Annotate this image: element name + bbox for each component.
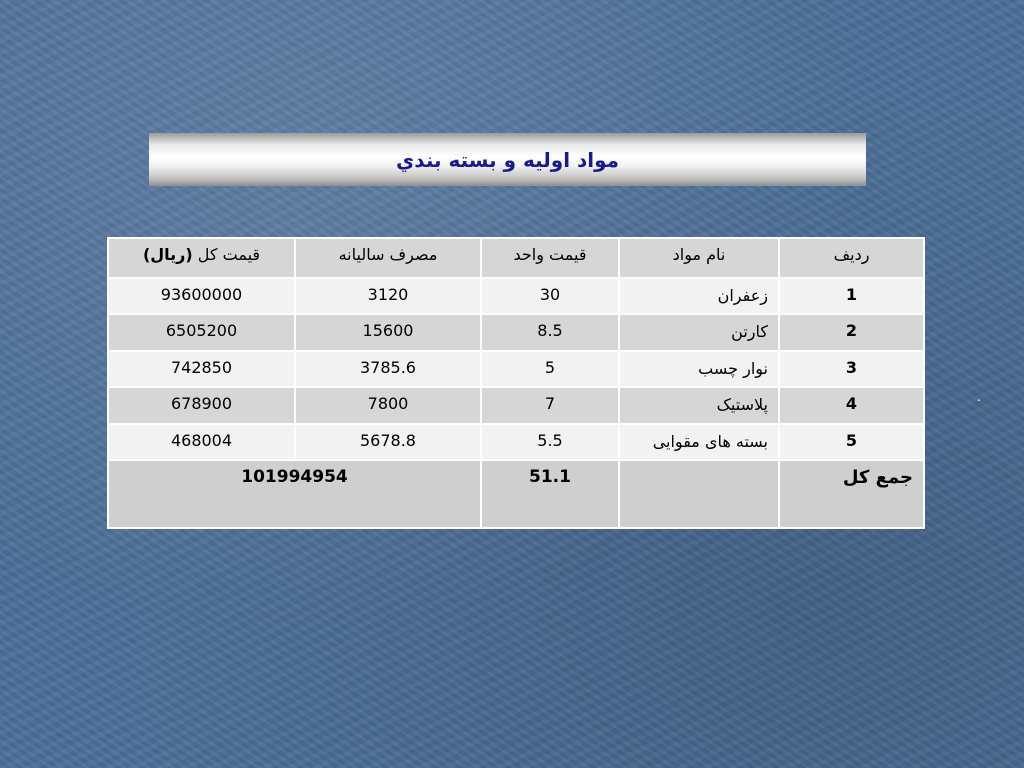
total-name-empty-cell bbox=[619, 460, 779, 528]
row-name: کارتن bbox=[619, 314, 779, 350]
header-total-price-label: قیمت کل bbox=[197, 245, 261, 264]
row-name: زعفران bbox=[619, 278, 779, 314]
materials-table bbox=[107, 237, 925, 529]
table-row bbox=[108, 351, 924, 387]
slide-title-banner bbox=[149, 133, 866, 186]
row-index: 1 bbox=[779, 278, 924, 314]
row-total-price: 742850 bbox=[108, 351, 295, 387]
row-annual-usage: 3120 bbox=[295, 278, 481, 314]
header-name: نام مواد bbox=[619, 238, 779, 278]
row-annual-usage: 3785.6 bbox=[295, 351, 481, 387]
row-unit-price: 30 bbox=[481, 278, 619, 314]
row-name: نوار چسب bbox=[619, 351, 779, 387]
row-unit-price: 8.5 bbox=[481, 314, 619, 350]
row-name: پلاستیک bbox=[619, 387, 779, 423]
total-label: جمع کل bbox=[779, 460, 924, 528]
row-unit-price: 5 bbox=[481, 351, 619, 387]
row-index: 2 bbox=[779, 314, 924, 350]
total-price-sum: 101994954 bbox=[108, 460, 481, 528]
row-annual-usage: 5678.8 bbox=[295, 424, 481, 460]
header-annual-usage: مصرف سالیانه bbox=[295, 238, 481, 278]
row-unit-price: 7 bbox=[481, 387, 619, 423]
row-total-price: 6505200 bbox=[108, 314, 295, 350]
row-total-price: 678900 bbox=[108, 387, 295, 423]
table-row bbox=[108, 314, 924, 350]
row-annual-usage: 15600 bbox=[295, 314, 481, 350]
table-header-row bbox=[108, 238, 924, 278]
row-total-price: 93600000 bbox=[108, 278, 295, 314]
stray-dot: . bbox=[977, 390, 981, 404]
row-index: 3 bbox=[779, 351, 924, 387]
row-unit-price: 5.5 bbox=[481, 424, 619, 460]
row-annual-usage: 7800 bbox=[295, 387, 481, 423]
table-row bbox=[108, 424, 924, 460]
slide-title: مواد اولیه و بسته بندي bbox=[395, 147, 620, 172]
header-unit-price: قیمت واحد bbox=[481, 238, 619, 278]
row-index: 5 bbox=[779, 424, 924, 460]
total-unit-price-sum: 51.1 bbox=[481, 460, 619, 528]
row-total-price: 468004 bbox=[108, 424, 295, 460]
table-row bbox=[108, 387, 924, 423]
row-index: 4 bbox=[779, 387, 924, 423]
row-name: بسته های مقوایی bbox=[619, 424, 779, 460]
header-total-price-unit: (ریال) bbox=[142, 245, 193, 264]
header-total-price bbox=[108, 238, 295, 278]
header-index: ردیف bbox=[779, 238, 924, 278]
table-total-row bbox=[108, 460, 924, 528]
table-row bbox=[108, 278, 924, 314]
